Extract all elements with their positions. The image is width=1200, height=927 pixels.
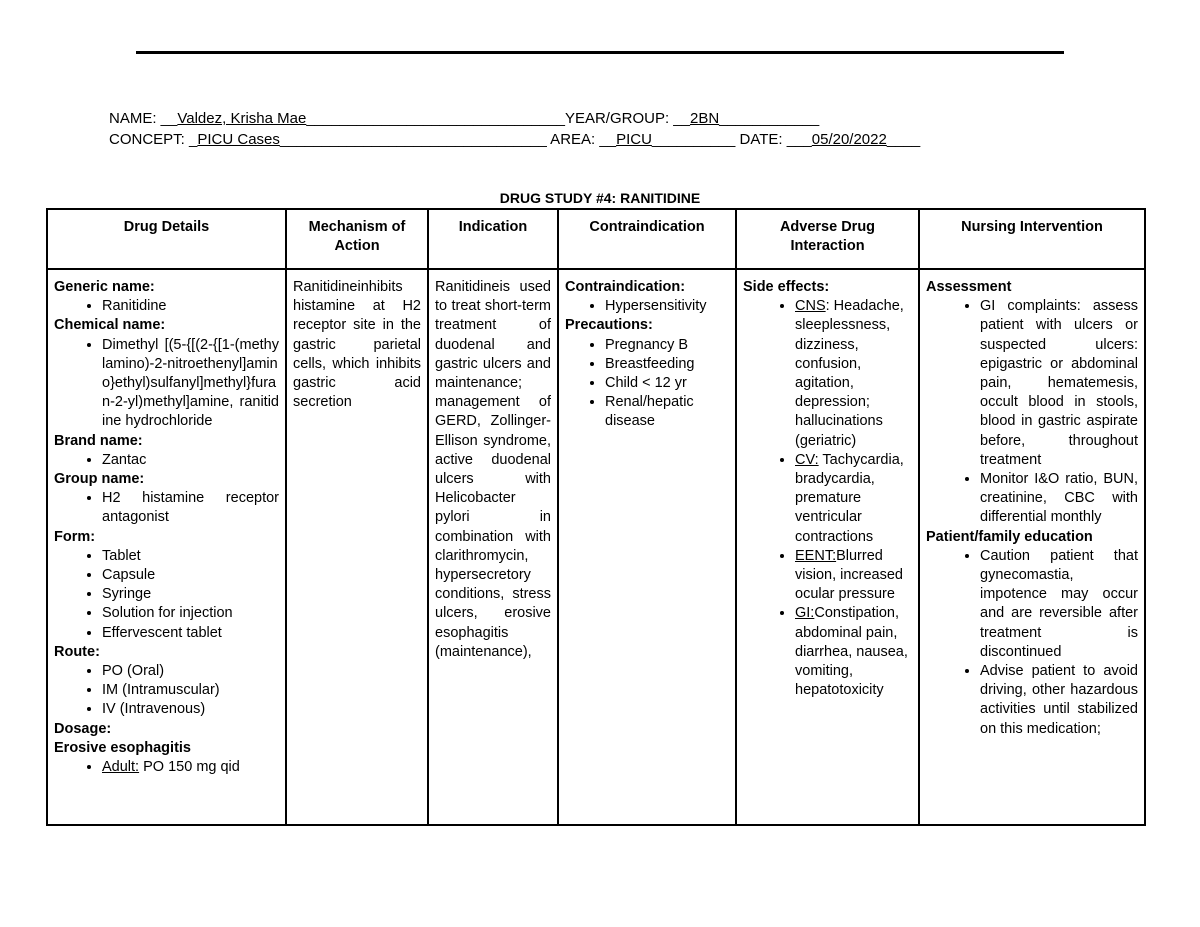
- brand-list: • Zantac: [54, 451, 279, 470]
- generic-list: • Ranitidine: [54, 297, 279, 316]
- col-header-nursing: Nursing Intervention: [919, 209, 1145, 269]
- col-header-drug-details: Drug Details: [47, 209, 286, 269]
- col-header-mechanism: Mechanism of Action: [286, 209, 428, 269]
- table-row: [47, 269, 1145, 825]
- assessment-list: • GI complaints: assess patient with ulcers or suspected ulcers: epigastric or abdominal pain, hematemesis, occult blood in stools, blood in gastric aspirate before, throughout treatment • Monitor I&O ratio, BUN, creatinine, CBC with differential monthly: [926, 297, 1138, 527]
- area-value[interactable]: PICU: [616, 131, 652, 148]
- year-label: YEAR/GROUP: __: [564, 110, 690, 127]
- table-header-row: [47, 209, 1145, 269]
- side-effects-list: • CNS: Headache, sleeplessness, dizziness, confusion, agitation, depression; hallucinations (geriatric) • CV: Tachycardia, bradycardia, premature ventricular contractions • EENT:Blurred vision, increased ocular pressure • GI:Constipation, abdominal pain, diarrhea, nausea, vomiting, hepatotoxicity: [743, 297, 912, 700]
- drug-study-table: [46, 208, 1146, 826]
- date-value[interactable]: 05/20/2022: [811, 131, 887, 148]
- year-value[interactable]: 2BN: [689, 110, 720, 127]
- header-line-2: CONCEPT: _PICU Cases________________________________ AREA: __PICU__________ DATE: ___05/20/2022____: [109, 131, 921, 148]
- concept-label: CONCEPT: _: [109, 131, 198, 148]
- document-title: DRUG STUDY #4: RANITIDINE: [499, 190, 701, 206]
- form-list: • Tablet • Capsule • Syringe • Solution for injection • Effervescent tablet: [54, 547, 279, 643]
- education-list: • Caution patient that gynecomastia, impotence may occur and are reversible after treatment is discontinued • Advise patient to avoid driving, other hazardous activities until stabilized on this medication;: [926, 547, 1138, 739]
- chemical-list: • Dimethyl [(5-{[(2-{[1-(methylamino)-2-nitroethenyl]amino}ethyl)sulfanyl]methyl}furan-2-yl)methyl]amine, ranitidine hydrochloride: [54, 336, 279, 432]
- cell-drug-details: Generic name: • Ranitidine Chemical name: • Dimethyl [(5-{[(2-{[1-(methylamino)-2-nitroethenyl]amino}ethyl)sulfanyl]methyl}furan-2-yl)methyl]amine, ranitidine hydrochloride Brand name: • Zantac Group name: • H2 histamine receptor antagonist Form: • Tablet • Capsule • Syringe • Solution for injection • Effervescent tablet Route: • PO (Oral) • IM (Intramuscular) • IV (Intravenous) Dosage: Erosive esophagitis • Adult: PO 150 mg qid: [47, 269, 286, 825]
- concept-value[interactable]: PICU Cases: [197, 131, 280, 148]
- header-line-1: NAME: __Valdez, Krisha Mae_______________________________YEAR/GROUP: __2BN____________: [109, 110, 820, 127]
- col-header-indication: Indication: [428, 209, 558, 269]
- date-label: DATE: ___: [735, 131, 812, 148]
- cell-mechanism: Ranitidineinhibits histamine at H2 receptor site in the gastric parietal cells, which inhibits gastric acid secretion: [286, 269, 428, 825]
- contra-list: • Hypersensitivity: [565, 297, 729, 316]
- name-label: NAME: __: [109, 110, 178, 127]
- area-label: AREA: __: [546, 131, 617, 148]
- group-list: • H2 histamine receptor antagonist: [54, 489, 279, 527]
- col-header-adverse: Adverse Drug Interaction: [736, 209, 919, 269]
- cell-adverse: Side effects: • CNS: Headache, sleeplessness, dizziness, confusion, agitation, depression; hallucinations (geriatric) • CV: Tachycardia, bradycardia, premature ventricular contractions • EENT:Blurred vision, increased ocular pressure • GI:Constipation, abdominal pain, diarrhea, nausea, vomiting, hepatotoxicity: [736, 269, 919, 825]
- precautions-list: • Pregnancy B • Breastfeeding • Child < 12 yr • Renal/hepatic disease: [565, 336, 729, 432]
- cell-nursing: Assessment • GI complaints: assess patient with ulcers or suspected ulcers: epigastric or abdominal pain, hematemesis, occult blood in stools, blood in gastric aspirate before, throughout treatment • Monitor I&O ratio, BUN, creatinine, CBC with differential monthly Patient/family education • Caution patient that gynecomastia, impotence may occur and are reversible after treatment is discontinued • Advise patient to avoid driving, other hazardous activities until stabilized on this medication;: [919, 269, 1145, 825]
- cell-indication: Ranitidineis used to treat short-term treatment of duodenal and gastric ulcers and maintenance; management of GERD, Zollinger-Ellison syndrome, active duodenal ulcers with Helicobacter pylori in combination with clarithromycin, hypersecretory conditions, stress ulcers, erosive esophagitis (maintenance),: [428, 269, 558, 825]
- name-value[interactable]: Valdez, Krisha Mae: [177, 110, 307, 127]
- top-rule: [136, 51, 1064, 54]
- dosage-list: • Adult: PO 150 mg qid: [54, 758, 279, 777]
- route-list: • PO (Oral) • IM (Intramuscular) • IV (Intravenous): [54, 662, 279, 720]
- col-header-contraindication: Contraindication: [558, 209, 736, 269]
- cell-contraindication: Contraindication: • Hypersensitivity Precautions: • Pregnancy B • Breastfeeding • Child < 12 yr • Renal/hepatic disease: [558, 269, 736, 825]
